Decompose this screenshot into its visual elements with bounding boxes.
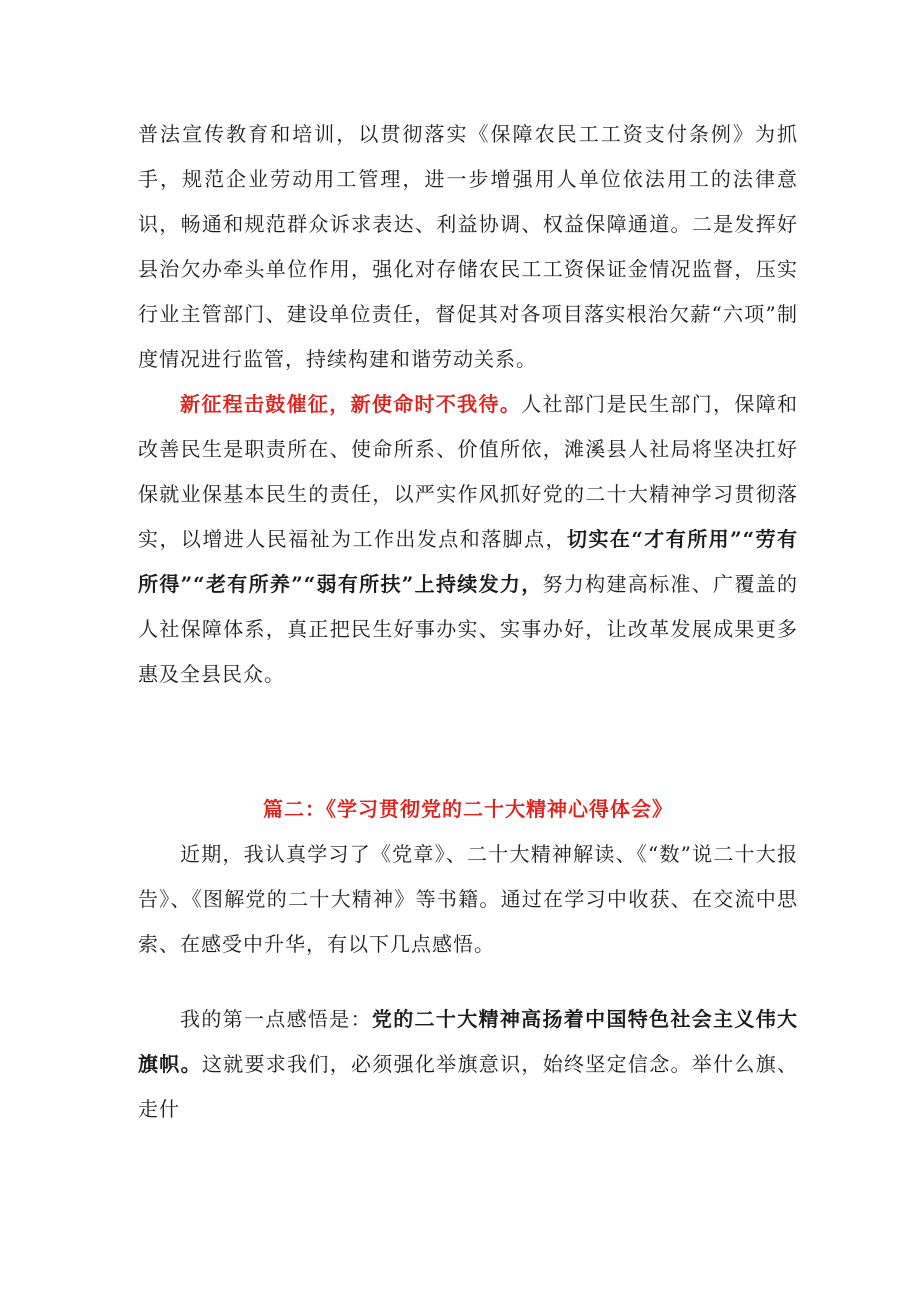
paragraph-lead-text: 我的第一点感悟是： [180,1007,372,1031]
paragraph-lead-heading: 新征程击鼓催征，新使命时不我待。 [180,392,522,416]
paragraph-study-intro: 近期，我认真学习了《党章》、二十大精神解读、《“数”说二十大报告》、《图解党的二十大精神》等书籍。通过在学习中收获、在交流中思索、在感受中升华，有以下几点感悟。 [138,842,798,956]
section-spacer [138,697,798,787]
paragraph-body-text: 人社部门是民生部门，保障和改善民生是职责所在、使命所系、价值所依，滩溪县人社局将坚决扛好保就业保基本民生的责任，以严实作风抓好党的二十大精神学习贯彻落实，以增进人民福祉为工作出发点和落脚点， [138,392,799,551]
paragraph-emphasis-text: 党的二十大精神高扬着中国特色社会主义伟大旗帜。 [138,1007,799,1076]
section-title: 篇二：《学习贯彻党的二十大精神心得体会》 [263,797,673,821]
paragraph-body-text: 努力构建高标准、广覆盖的人社保障体系，真正把民生好事办实、实事办好，让改革发展成果更多惠及全县民众。 [138,572,799,686]
paragraph-policy-measures: 普法宣传教育和培训，以贯彻落实《保障农民工工资支付条例》为抓手，规范企业劳动用工管理，进一步增强用人单位依法用工的法律意识，畅通和规范群众诉求表达、利益协调、权益保障通道。二是发挥好县治欠办牵头单位作用，强化对存储农民工工资保证金情况监督，压实行业主管部门、建设单位责任，督促其对各项目落实根治欠薪“六项”制度情况进行监管，持续构建和谐劳动关系。 [138,122,798,371]
paragraph-spacer [138,967,798,997]
paragraph-emphasis-text: 切实在“才有所用”“劳有所得”“老有所养”“弱有所扶”上持续发力， [138,527,799,596]
document-page [138,112,798,1132]
paragraph-body-text: 这就要求我们，必须强化举旗意识，始终坚定信念。举什么旗、走什 [138,1052,799,1121]
paragraph-new-journey [138,382,798,697]
paragraph-first-insight [138,997,798,1132]
